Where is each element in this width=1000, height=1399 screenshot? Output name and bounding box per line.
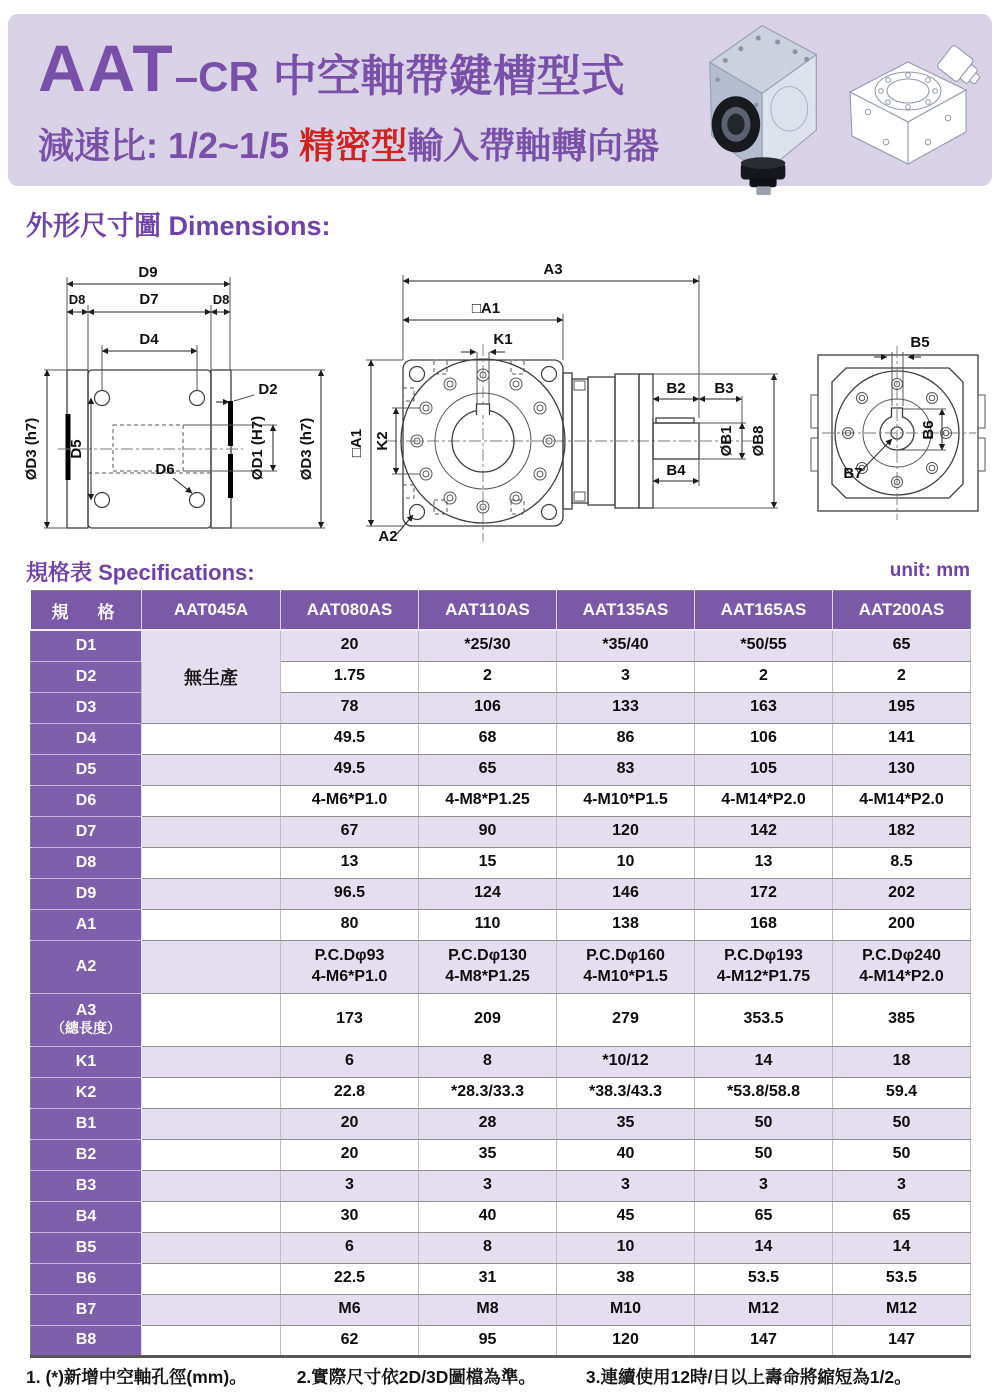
column-header: AAT080AS: [281, 591, 419, 631]
dim-label-d9: D9: [138, 264, 158, 281]
spec-cell: 59.4: [833, 1077, 971, 1108]
table-row: [31, 723, 971, 754]
spec-cell: 96.5: [281, 878, 419, 909]
spec-cell: 20: [281, 1139, 419, 1170]
spec-cell: 14: [833, 1232, 971, 1263]
spec-cell: 182: [833, 816, 971, 847]
spec-cell-empty: [142, 1139, 281, 1170]
spec-cell: 3: [833, 1170, 971, 1201]
spec-cell-empty: [142, 1325, 281, 1356]
spec-cell: *35/40: [557, 630, 695, 661]
spec-cell: 3: [419, 1170, 557, 1201]
dim-label-a2: A2: [378, 528, 398, 545]
spec-cell: 45: [557, 1201, 695, 1232]
table-row: [31, 909, 971, 940]
spec-cell: 146: [557, 878, 695, 909]
row-label: K2: [31, 1077, 142, 1108]
table-row: [31, 1139, 971, 1170]
spec-cell: *25/30: [419, 630, 557, 661]
table-row: [31, 816, 971, 847]
row-label: K1: [31, 1046, 142, 1077]
spec-cell: 106: [419, 692, 557, 723]
spec-cell: 141: [833, 723, 971, 754]
row-label: D5: [31, 754, 142, 785]
spec-cell-empty: [142, 909, 281, 940]
spec-table-body: [31, 630, 971, 1356]
spec-cell: 22.5: [281, 1263, 419, 1294]
model-variant: –CR: [174, 53, 259, 100]
spec-cell-empty: [142, 1077, 281, 1108]
table-row: [31, 1201, 971, 1232]
table-row: [31, 1232, 971, 1263]
row-label: B3: [31, 1170, 142, 1201]
model-name: AAT: [38, 31, 175, 105]
spec-cell: 120: [557, 1325, 695, 1356]
product-photo-wireframe: [828, 30, 988, 170]
table-row: [31, 1294, 971, 1325]
spec-cell: *50/55: [695, 630, 833, 661]
spec-cell: M12: [833, 1294, 971, 1325]
dim-label-k2: K2: [374, 431, 391, 451]
spec-cell: 10: [557, 1232, 695, 1263]
spec-cell: 49.5: [281, 723, 419, 754]
spec-cell-empty: [142, 1232, 281, 1263]
dim-label-b4: B4: [666, 462, 686, 479]
row-label: D8: [31, 847, 142, 878]
dim-label-b7: B7: [843, 465, 863, 482]
specifications-heading: 規格表 Specifications:: [26, 560, 255, 585]
dim-label-d2: D2: [258, 381, 278, 398]
ratio-label: 減速比: 1/2~1/5: [38, 125, 300, 166]
dim-label-b5: B5: [910, 334, 930, 351]
row-label: B8: [31, 1325, 142, 1356]
spec-cell: 49.5: [281, 754, 419, 785]
spec-cell: 8: [419, 1046, 557, 1077]
footnote-2: 2.實際尺寸依2D/3D圖檔為準。: [296, 1367, 536, 1387]
spec-cell: 138: [557, 909, 695, 940]
row-label: D2: [31, 661, 142, 692]
spec-cell: 22.8: [281, 1077, 419, 1108]
spec-cell: 15: [419, 847, 557, 878]
spec-cell: 40: [419, 1201, 557, 1232]
row-label: D6: [31, 785, 142, 816]
spec-cell: 65: [833, 1201, 971, 1232]
table-row: [31, 1077, 971, 1108]
spec-cell: 209: [419, 993, 557, 1046]
dim-label-od3-left: ØD3 (h7): [23, 417, 40, 481]
spec-cell-empty: [142, 993, 281, 1046]
dim-label-b3: B3: [714, 380, 734, 397]
spec-cell: 3: [557, 1170, 695, 1201]
spec-cell: 4-M6*P1.0: [281, 785, 419, 816]
spec-cell: 106: [695, 723, 833, 754]
spec-cell: 20: [281, 1108, 419, 1139]
spec-cell: 50: [695, 1139, 833, 1170]
spec-cell: M6: [281, 1294, 419, 1325]
row-label: A1: [31, 909, 142, 940]
table-row: [31, 940, 971, 993]
spec-cell: 90: [419, 816, 557, 847]
table-row: [31, 878, 971, 909]
spec-cell: 147: [833, 1325, 971, 1356]
row-label: D4: [31, 723, 142, 754]
spec-cell: 195: [833, 692, 971, 723]
table-row: [31, 1263, 971, 1294]
spec-cell: 65: [833, 630, 971, 661]
spec-cell: 142: [695, 816, 833, 847]
spec-cell: 133: [557, 692, 695, 723]
dim-label-b6: B6: [920, 420, 937, 440]
row-label: B4: [31, 1201, 142, 1232]
spec-cell: 83: [557, 754, 695, 785]
spec-cell: 14: [695, 1232, 833, 1263]
subtitle-text: 輸入帶軸轉向器: [407, 125, 660, 166]
spec-cell: 95: [419, 1325, 557, 1356]
spec-cell: 2: [419, 661, 557, 692]
spec-cell: 105: [695, 754, 833, 785]
page-title: [38, 30, 625, 106]
row-label: B7: [31, 1294, 142, 1325]
dim-label-a1-top: □A1: [471, 300, 501, 317]
table-row: [31, 1108, 971, 1139]
row-label: A3 （總長度）: [31, 993, 142, 1046]
spec-cell-empty: [142, 723, 281, 754]
spec-cell: 50: [833, 1139, 971, 1170]
spec-cell: 62: [281, 1325, 419, 1356]
spec-table-header: [31, 591, 971, 631]
spec-cell: M12: [695, 1294, 833, 1325]
spec-cell: P.C.Dφ193 4-M12*P1.75: [695, 940, 833, 993]
spec-cell: 8: [419, 1232, 557, 1263]
table-row: [31, 847, 971, 878]
spec-cell: 202: [833, 878, 971, 909]
spec-cell: P.C.Dφ93 4-M6*P1.0: [281, 940, 419, 993]
dimensions-heading: 外形尺寸圖 Dimensions:: [26, 211, 331, 241]
spec-cell: 6: [281, 1046, 419, 1077]
spec-cell-empty: [142, 1263, 281, 1294]
spec-cell: 65: [419, 754, 557, 785]
spec-cell: *38.3/43.3: [557, 1077, 695, 1108]
column-header: AAT165AS: [695, 591, 833, 631]
table-row: [31, 785, 971, 816]
dim-label-a1-left: □A1: [348, 428, 365, 458]
dim-label-ob1: ØB1: [718, 425, 735, 457]
precision-highlight: 精密型: [299, 125, 408, 166]
spec-cell-empty: [142, 754, 281, 785]
row-label: D3: [31, 692, 142, 723]
spec-cell-empty: [142, 1170, 281, 1201]
spec-table: [30, 590, 971, 1358]
spec-cell: 168: [695, 909, 833, 940]
spec-cell: 147: [695, 1325, 833, 1356]
footnotes: [26, 1364, 912, 1389]
spec-cell: 65: [695, 1201, 833, 1232]
dim-label-a3: A3: [543, 261, 563, 278]
table-row: [31, 993, 971, 1046]
spec-cell: 353.5: [695, 993, 833, 1046]
spec-cell-empty: [142, 878, 281, 909]
row-label: B2: [31, 1139, 142, 1170]
spec-cell: 53.5: [833, 1263, 971, 1294]
spec-cell: *53.8/58.8: [695, 1077, 833, 1108]
table-row: [31, 1325, 971, 1356]
spec-cell-empty: [142, 816, 281, 847]
spec-cell: 4-M14*P2.0: [695, 785, 833, 816]
spec-cell-empty: [142, 1046, 281, 1077]
dim-label-d4: D4: [139, 331, 159, 348]
not-produced-cell: 無生產: [142, 630, 281, 723]
spec-cell: 86: [557, 723, 695, 754]
spec-cell: 35: [557, 1108, 695, 1139]
spec-cell-empty: [142, 785, 281, 816]
spec-cell: M8: [419, 1294, 557, 1325]
spec-cell: 163: [695, 692, 833, 723]
spec-cell: 31: [419, 1263, 557, 1294]
spec-cell: 50: [833, 1108, 971, 1139]
spec-cell: P.C.Dφ240 4-M14*P2.0: [833, 940, 971, 993]
spec-cell: 173: [281, 993, 419, 1046]
dim-label-d8-right: D8: [212, 292, 230, 307]
spec-cell: *28.3/33.3: [419, 1077, 557, 1108]
spec-cell: 2: [833, 661, 971, 692]
front-view-drawing: [348, 261, 778, 545]
row-label: A2: [31, 940, 142, 993]
spec-cell: 28: [419, 1108, 557, 1139]
row-label: B1: [31, 1108, 142, 1139]
spec-cell: 6: [281, 1232, 419, 1263]
spec-cell-empty: [142, 1201, 281, 1232]
spec-cell: 80: [281, 909, 419, 940]
column-header: AAT135AS: [557, 591, 695, 631]
spec-cell: 18: [833, 1046, 971, 1077]
spec-cell-empty: [142, 1108, 281, 1139]
spec-cell: 35: [419, 1139, 557, 1170]
spec-cell: 13: [695, 847, 833, 878]
spec-cell: P.C.Dφ160 4-M10*P1.5: [557, 940, 695, 993]
title-cjk: 中空軸帶鍵槽型式: [272, 52, 625, 101]
row-label: D1: [31, 630, 142, 661]
spec-cell: 30: [281, 1201, 419, 1232]
spec-cell: 130: [833, 754, 971, 785]
spec-cell: 68: [419, 723, 557, 754]
dim-label-od1: ØD1 (H7): [249, 415, 266, 481]
page-subtitle: [38, 118, 659, 169]
spec-cell: 279: [557, 993, 695, 1046]
spec-cell: 14: [695, 1046, 833, 1077]
spec-cell-empty: [142, 1294, 281, 1325]
spec-cell: 4-M14*P2.0: [833, 785, 971, 816]
spec-cell: 40: [557, 1139, 695, 1170]
spec-cell: 78: [281, 692, 419, 723]
spec-cell: M10: [557, 1294, 695, 1325]
dim-label-od3-right: ØD3 (h7): [298, 417, 315, 481]
row-label: B6: [31, 1263, 142, 1294]
spec-cell: 120: [557, 816, 695, 847]
row-label: D9: [31, 878, 142, 909]
table-row: [31, 1170, 971, 1201]
product-photo-shaded: [692, 12, 838, 196]
dim-label-b2: B2: [666, 380, 686, 397]
table-row: [31, 754, 971, 785]
spec-cell: 4-M10*P1.5: [557, 785, 695, 816]
dim-label-ob8: ØB8: [750, 425, 767, 457]
table-row: [31, 630, 971, 661]
spec-cell: 8.5: [833, 847, 971, 878]
spec-cell: 67: [281, 816, 419, 847]
spec-cell: 3: [281, 1170, 419, 1201]
table-row: [31, 1046, 971, 1077]
spec-cell: 20: [281, 630, 419, 661]
spec-cell: 172: [695, 878, 833, 909]
spec-cell: 110: [419, 909, 557, 940]
spec-cell: 200: [833, 909, 971, 940]
spec-cell: 3: [695, 1170, 833, 1201]
spec-cell: 50: [695, 1108, 833, 1139]
dim-label-d6: D6: [155, 461, 175, 478]
spec-cell: 53.5: [695, 1263, 833, 1294]
dim-label-d7: D7: [139, 291, 159, 308]
spec-cell: 10: [557, 847, 695, 878]
spec-cell-empty: [142, 940, 281, 993]
spec-cell: 1.75: [281, 661, 419, 692]
spec-corner-header: 規 格: [31, 591, 142, 631]
spec-cell: 385: [833, 993, 971, 1046]
spec-cell: P.C.Dφ130 4-M8*P1.25: [419, 940, 557, 993]
side-view-drawing: [811, 334, 985, 520]
row-label: B5: [31, 1232, 142, 1263]
spec-cell: 124: [419, 878, 557, 909]
column-header: AAT200AS: [833, 591, 971, 631]
column-header: AAT045A: [142, 591, 281, 631]
spec-cell: *10/12: [557, 1046, 695, 1077]
footnote-3: 3.連續使用12時/日以上壽命將縮短為1/2。: [585, 1367, 912, 1387]
footnote-1: 1. (*)新增中空軸孔徑(mm)。: [26, 1367, 247, 1387]
spec-cell-empty: [142, 847, 281, 878]
spec-cell: 4-M8*P1.25: [419, 785, 557, 816]
spec-cell: 38: [557, 1263, 695, 1294]
spec-cell: 3: [557, 661, 695, 692]
dim-label-d5: D5: [68, 439, 85, 459]
row-label: D7: [31, 816, 142, 847]
spec-cell: 2: [695, 661, 833, 692]
left-view-drawing: [23, 264, 325, 528]
dimension-drawings: [0, 248, 1000, 560]
dim-label-k1: K1: [493, 331, 513, 348]
column-header: AAT110AS: [419, 591, 557, 631]
unit-label: unit: mm: [889, 560, 970, 581]
spec-cell: 13: [281, 847, 419, 878]
dim-label-d8-left: D8: [68, 292, 86, 307]
